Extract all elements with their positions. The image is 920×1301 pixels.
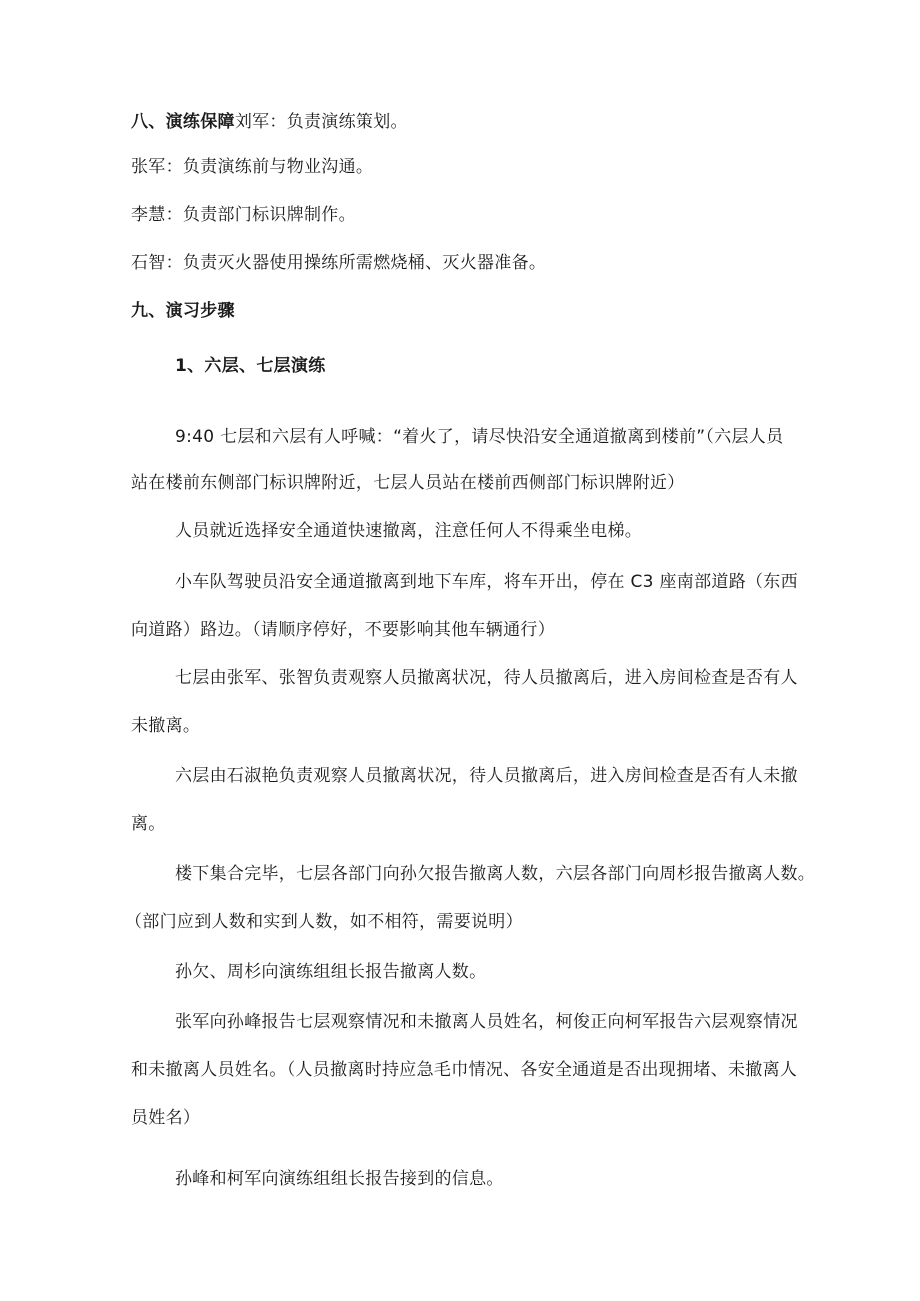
paragraph-line: 七层由张军、张智负责观察人员撤离状况，待人员撤离后，进入房间检查是否有人	[175, 668, 798, 688]
assignment-liujun: 刘军：负责演练策划。	[234, 112, 408, 132]
paragraph-line: 向道路）路边。（请顺序停好，不要影响其他车辆通行）	[131, 620, 555, 640]
paragraph-line: （部门应到人数和实到人数，如不相符，需要说明）	[125, 912, 523, 932]
paragraph-line: 站在楼前东侧部门标识牌附近，七层人员站在楼前西侧部门标识牌附近）	[131, 473, 685, 493]
paragraph-line: 人员就近选择安全通道快速撤离，注意任何人不得乘坐电梯。	[175, 521, 643, 541]
paragraph-line: 离。	[131, 814, 166, 834]
paragraph-line: 楼下集合完毕，七层各部门向孙欠报告撤离人数，六层各部门向周杉报告撤离人数。	[175, 864, 816, 884]
paragraph-line: 孙欠、周杉向演练组组长报告撤离人数。	[175, 962, 487, 982]
assignment-lihui: 李慧：负责部门标识牌制作。	[131, 205, 356, 225]
paragraph-line: 六层由石淑艳负责观察人员撤离状况，待人员撤离后，进入房间检查是否有人未撤	[175, 766, 798, 786]
paragraph-line: 张军向孙峰报告七层观察情况和未撤离人员姓名，柯俊正向柯军报告六层观察情况	[175, 1012, 798, 1032]
section-8-line	[131, 110, 408, 134]
paragraph-line: 员姓名）	[131, 1108, 201, 1128]
section-8-heading: 八、演练保障	[131, 112, 235, 132]
assignment-zhangjun: 张军：负责演练前与物业沟通。	[131, 157, 374, 177]
section-9-heading: 九、演习步骤	[131, 301, 235, 321]
paragraph-line: 和未撤离人员姓名。（人员撤离时持应急毛巾情况、各安全通道是否出现拥堵、未撤离人	[131, 1060, 798, 1080]
subheading-floor-6-7: 1、六层、七层演练	[175, 356, 326, 376]
paragraph-line: 小车队驾驶员沿安全通道撤离到地下车库，将车开出，停在 C3 座南部道路（东西	[175, 572, 798, 592]
paragraph-line: 未撤离。	[131, 716, 201, 736]
paragraph-line: 孙峰和柯军向演练组组长报告接到的信息。	[175, 1169, 504, 1189]
paragraph-line: 9:40 七层和六层有人呼喊：“着火了，请尽快沿安全通道撤离到楼前”（六层人员	[175, 427, 784, 447]
assignment-shizhi: 石智：负责灭火器使用操练所需燃烧桶、灭火器准备。	[131, 253, 547, 273]
